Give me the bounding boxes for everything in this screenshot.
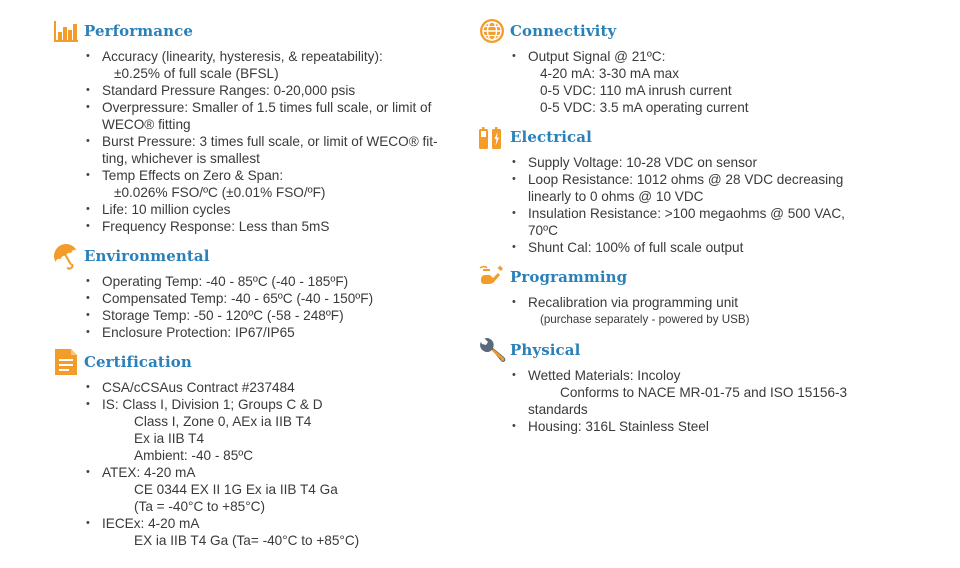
item-text: • Temp Effects on Zero & Span: bbox=[102, 168, 284, 183]
item-text: • Output Signal @ 21ºC: bbox=[528, 49, 666, 64]
item-text: • Supply Voltage: 10-28 VDC on sensor bbox=[528, 155, 757, 170]
list-item bbox=[508, 294, 898, 329]
document-icon bbox=[52, 348, 80, 376]
list-item bbox=[82, 167, 472, 201]
item-subtext: CE 0344 EX II 1G Ex ia IIB T4 Ga bbox=[134, 482, 338, 497]
item-text: • Standard Pressure Ranges: 0-20,000 psis bbox=[102, 83, 356, 98]
item-text: • Insulation Resistance: >100 megaohms @ 500 VAC, bbox=[528, 206, 845, 221]
performance-list bbox=[52, 48, 472, 235]
wrench-icon bbox=[478, 336, 506, 364]
item-text: • Overpressure: Smaller of 1.5 times full scale, or limit of bbox=[102, 100, 432, 115]
physical-header bbox=[478, 335, 898, 365]
item-text: • Housing: 316L Stainless Steel bbox=[528, 419, 709, 434]
certification-header bbox=[52, 347, 472, 377]
programming-header bbox=[478, 262, 898, 292]
item-text: • Loop Resistance: 1012 ohms @ 28 VDC decreasing bbox=[528, 172, 844, 187]
list-item: • Operating Temp: -40 - 85ºC (-40 - 185ºF) bbox=[82, 273, 472, 290]
item-subtext: 0-5 VDC: 110 mA inrush current bbox=[540, 83, 732, 98]
connectivity-list bbox=[478, 48, 898, 116]
programming-title: Programming bbox=[510, 268, 628, 286]
umbrella-icon bbox=[52, 242, 80, 270]
connectivity-title: Connectivity bbox=[510, 22, 617, 40]
item-text: • Shunt Cal: 100% of full scale output bbox=[528, 240, 744, 255]
list-item bbox=[82, 99, 472, 133]
item-continuation: standards bbox=[528, 402, 588, 417]
list-item: • Storage Temp: -50 - 120ºC (-58 - 248ºF) bbox=[82, 307, 472, 324]
left-column bbox=[52, 16, 472, 555]
item-subtext: ±0.026% FSO/ºC (±0.01% FSO/ºF) bbox=[114, 185, 326, 200]
electrical-section bbox=[478, 122, 898, 256]
item-subtext: Conforms to NACE MR-01-75 and ISO 15156-3 bbox=[560, 385, 848, 400]
item-text: • Accuracy (linearity, hysteresis, & repeatability): bbox=[102, 49, 383, 64]
item-continuation: ting, whichever is smallest bbox=[102, 151, 260, 166]
certification-section bbox=[52, 347, 472, 549]
list-item bbox=[82, 82, 472, 99]
list-item bbox=[508, 205, 898, 239]
performance-section bbox=[52, 16, 472, 235]
item-text: • Wetted Materials: Incoloy bbox=[528, 368, 681, 383]
electrical-title: Electrical bbox=[510, 128, 592, 146]
list-item bbox=[82, 379, 472, 396]
item-text: • IECEx: 4-20 mA bbox=[102, 516, 200, 531]
list-item: • Compensated Temp: -40 - 65ºC (-40 - 150ºF) bbox=[82, 290, 472, 307]
list-item bbox=[82, 48, 472, 82]
list-item bbox=[82, 218, 472, 235]
connectivity-header bbox=[478, 16, 898, 46]
programming-section bbox=[478, 262, 898, 329]
physical-title: Physical bbox=[510, 341, 581, 359]
item-subtext: 4-20 mA: 3-30 mA max bbox=[540, 66, 680, 81]
item-subtext: EX ia IIB T4 Ga (Ta= -40°C to +85°C) bbox=[134, 533, 360, 548]
certification-title: Certification bbox=[84, 353, 192, 371]
bar-chart-icon bbox=[52, 17, 80, 45]
item-text: • CSA/cCSAus Contract #237484 bbox=[102, 380, 295, 395]
list-item bbox=[508, 239, 898, 256]
item-subtext: (purchase separately - powered by USB) bbox=[540, 313, 750, 326]
item-subtext: ±0.25% of full scale (BFSL) bbox=[114, 66, 279, 81]
environmental-title: Environmental bbox=[84, 247, 210, 265]
item-subtext: 0-5 VDC: 3.5 mA operating current bbox=[540, 100, 749, 115]
list-item bbox=[508, 171, 898, 205]
hand-wand-icon bbox=[478, 263, 506, 291]
battery-icon bbox=[478, 123, 506, 151]
electrical-list bbox=[478, 154, 898, 256]
item-continuation: WECO® fitting bbox=[102, 117, 191, 132]
list-item bbox=[82, 396, 472, 464]
list-item bbox=[82, 133, 472, 167]
list-item bbox=[82, 464, 472, 515]
performance-header bbox=[52, 16, 472, 46]
connectivity-section bbox=[478, 16, 898, 116]
item-text: • Recalibration via programming unit bbox=[528, 295, 739, 310]
list-item bbox=[508, 154, 898, 171]
list-item bbox=[508, 367, 898, 418]
environmental-header bbox=[52, 241, 472, 271]
list-item bbox=[82, 515, 472, 549]
electrical-header bbox=[478, 122, 898, 152]
item-subtext: Ex ia IIB T4 bbox=[134, 431, 205, 446]
performance-title: Performance bbox=[84, 22, 193, 40]
physical-list bbox=[478, 367, 898, 435]
item-text: • Life: 10 million cycles bbox=[102, 202, 231, 217]
environmental-section bbox=[52, 241, 472, 341]
item-subtext: Ambient: -40 - 85ºC bbox=[134, 448, 254, 463]
list-item bbox=[508, 418, 898, 435]
right-column bbox=[478, 16, 898, 441]
list-item bbox=[82, 201, 472, 218]
certification-list bbox=[52, 379, 472, 549]
list-item bbox=[508, 48, 898, 116]
item-subtext: Class I, Zone 0, AEx ia IIB T4 bbox=[134, 414, 312, 429]
globe-icon bbox=[478, 17, 506, 45]
item-subtext: (Ta = -40°C to +85°C) bbox=[134, 499, 266, 514]
item-continuation: 70ºC bbox=[528, 223, 558, 238]
item-text: • Burst Pressure: 3 times full scale, or limit of WECO® fit- bbox=[102, 134, 438, 149]
item-continuation: linearly to 0 ohms @ 10 VDC bbox=[528, 189, 704, 204]
item-text: • ATEX: 4-20 mA bbox=[102, 465, 196, 480]
environmental-list bbox=[52, 273, 472, 341]
list-item: • Enclosure Protection: IP67/IP65 bbox=[82, 324, 472, 341]
item-text: • IS: Class I, Division 1; Groups C & D bbox=[102, 397, 323, 412]
programming-list bbox=[478, 294, 898, 329]
item-text: • Frequency Response: Less than 5mS bbox=[102, 219, 330, 234]
physical-section bbox=[478, 335, 898, 435]
